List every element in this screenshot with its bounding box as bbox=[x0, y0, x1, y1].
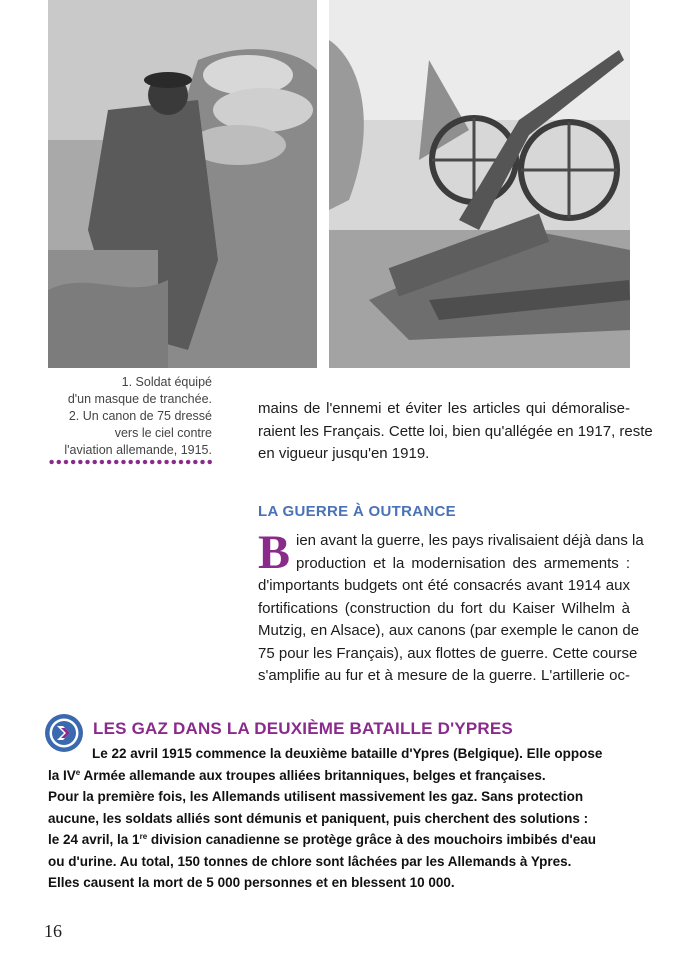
text-line: Elles causent la mort de 5 000 personnes et en blessent 10 000. bbox=[48, 875, 455, 890]
caption-line: 2. Un canon de 75 dressé bbox=[68, 409, 212, 423]
superscript: re bbox=[139, 832, 148, 841]
text-line: en vigueur jusqu'en 1919. bbox=[258, 445, 430, 462]
text-line: s'amplifie au fur et à mesure de la guerre. L'artillerie oc- bbox=[258, 667, 630, 684]
text-line: Pour la première fois, les Allemands utilisent massivement les gaz. Sans protection bbox=[48, 789, 584, 804]
text-line: production et la modernisation des armements : bbox=[296, 554, 630, 572]
intro-paragraph bbox=[258, 398, 653, 466]
superscript: e bbox=[75, 767, 81, 777]
text-segment: Armée allemande aux troupes alliées britanniques, belges et françaises. bbox=[80, 767, 546, 783]
caption-dotted-divider bbox=[48, 459, 214, 465]
photo-canon-75 bbox=[329, 0, 679, 368]
text-line: aucune, les soldats alliés sont démunis et paniquent, puis cherchent des solutions : bbox=[48, 810, 589, 826]
text-line: raient les Français. Cette loi, bien qu'allégée en 1917, reste bbox=[258, 422, 653, 440]
text-line: d'importants budgets ont été consacrés avant 1914 aux bbox=[258, 577, 630, 594]
text-line: ou d'urine. Au total, 150 tonnes de chlore sont lâchées par les Allemands à Ypres. bbox=[48, 853, 572, 869]
photo-caption bbox=[60, 374, 212, 459]
text-line: 75 pour les Français), aux flottes de guerre. Cette course bbox=[258, 644, 638, 662]
text-segment: la IV bbox=[48, 767, 76, 783]
section-heading: LA GUERRE À OUTRANCE bbox=[258, 503, 456, 520]
photo-soldier-gas-mask bbox=[48, 0, 317, 368]
text-line bbox=[48, 765, 608, 787]
section-paragraph bbox=[258, 526, 644, 688]
photo-number-badge-2: 2 bbox=[664, 342, 686, 364]
focus-box-body bbox=[48, 743, 608, 894]
caption-line: 1. Soldat équipé bbox=[121, 375, 212, 389]
text-line bbox=[48, 829, 608, 851]
page-number: 16 bbox=[44, 921, 62, 941]
caption-line: vers le ciel contre bbox=[114, 426, 212, 440]
text-line: fortifications (construction du fort du Kaiser Wilhelm à bbox=[258, 599, 630, 617]
caption-line: l'aviation allemande, 1915. bbox=[64, 443, 212, 457]
text-line: Le 22 avril 1915 commence la deuxième bataille d'Ypres (Belgique). Elle oppose bbox=[92, 746, 603, 761]
text-line: ien avant la guerre, les pays rivalisaient déjà dans la bbox=[296, 532, 644, 549]
text-segment: division canadienne se protège grâce à des mouchoirs imbibés d'eau bbox=[147, 832, 596, 847]
drop-cap: B bbox=[258, 526, 291, 579]
text-line: mains de l'ennemi et éviter les articles qui démoralise- bbox=[258, 400, 630, 417]
text-segment: le 24 avril, la 1 bbox=[48, 832, 140, 847]
text-line: Mutzig, en Alsace), aux canons (par exemple le canon de bbox=[258, 622, 640, 639]
caption-line: d'un masque de tranchée. bbox=[67, 392, 212, 406]
focus-box-title: LES GAZ DANS LA DEUXIÈME BATAILLE D'YPRES bbox=[93, 719, 513, 738]
